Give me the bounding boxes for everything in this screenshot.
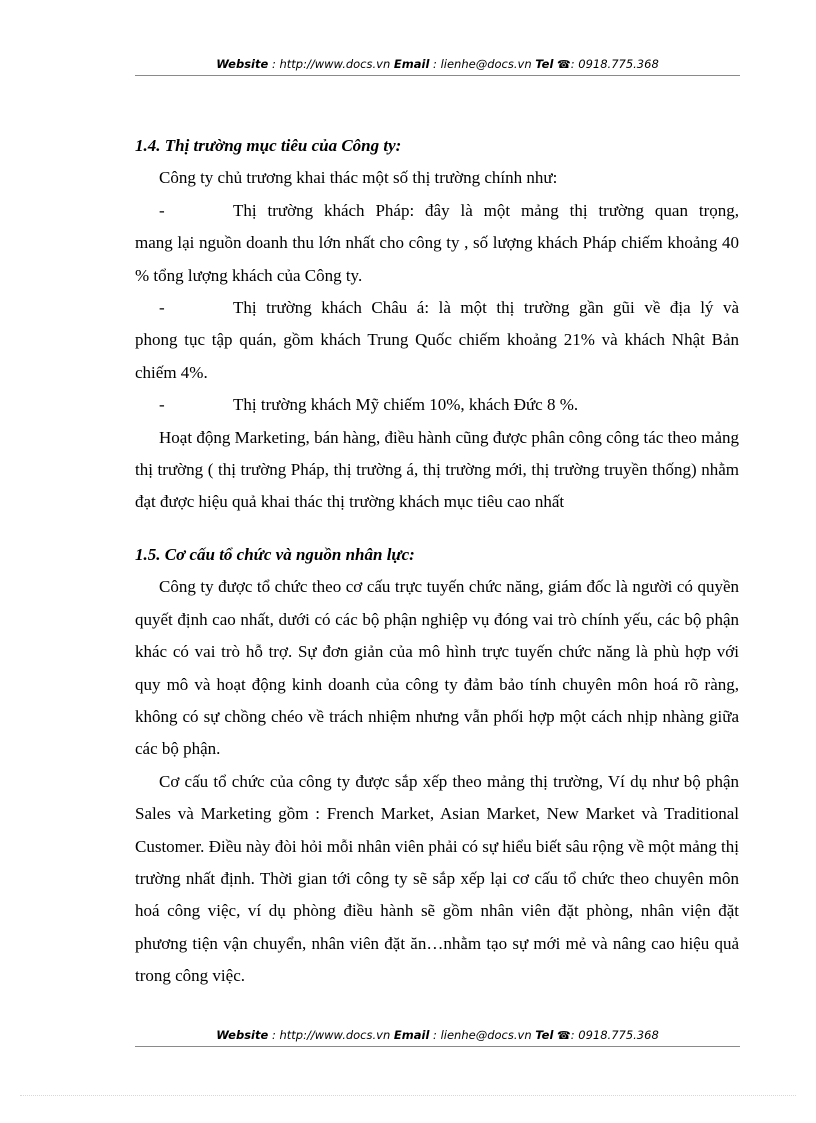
section-heading-1-4: 1.4. Thị trường mục tiêu của Công ty: bbox=[135, 136, 402, 155]
footer-email-label: Email bbox=[393, 1028, 430, 1042]
footer-email-link[interactable]: lienhe@docs.vn bbox=[440, 1028, 532, 1042]
footer-website-link[interactable]: http://www.docs.vn bbox=[279, 1028, 391, 1042]
section-heading-1-5: 1.5. Cơ cấu tổ chức và nguồn nhân lực: bbox=[135, 544, 415, 564]
page-edge-divider bbox=[20, 1095, 796, 1096]
list-item: - Thị trường khách Pháp: đây là một mảng thị trường quan trọng, bbox=[135, 195, 739, 227]
list-dash: - bbox=[159, 298, 165, 318]
list-item-continuation: phong tục tập quán, gồm khách Trung Quốc chiếm khoảng 21% và khách Nhật Bản chiếm 4%. bbox=[135, 330, 739, 382]
footer-tel-value: 0918.775.368 bbox=[578, 1028, 659, 1042]
header-website-label: Website bbox=[216, 57, 269, 71]
list-dash: - bbox=[159, 395, 165, 415]
list-item-continuation: mang lại nguồn doanh thu lớn nhất cho công ty , số lượng khách Pháp chiếm khoảng 40 % tổng lượng khách của Công ty. bbox=[135, 233, 739, 285]
header-email-label: Email bbox=[393, 57, 430, 71]
phone-icon: ☎ bbox=[557, 1029, 571, 1042]
list-item: - Thị trường khách Châu á: là một thị trường gần gũi về địa lý và bbox=[135, 292, 739, 324]
phone-icon: ☎ bbox=[557, 58, 571, 71]
header-tel-label: Tel bbox=[535, 57, 554, 71]
footer-tel-label: Tel bbox=[535, 1028, 554, 1042]
market-list bbox=[135, 195, 739, 422]
footer-rule bbox=[135, 1046, 740, 1047]
page-header: Website : http://www.docs.vn Email : lienhe@docs.vn Tel ☎: 0918.775.368 bbox=[216, 57, 659, 71]
list-item: - Thị trường khách Mỹ chiếm 10%, khách Đức 8 %. bbox=[135, 389, 739, 421]
document-body bbox=[135, 130, 739, 993]
list-dash: - bbox=[159, 200, 165, 220]
header-rule bbox=[135, 75, 740, 76]
header-email-link[interactable]: lienhe@docs.vn bbox=[440, 57, 532, 71]
section-1-4-closing: Hoạt động Marketing, bán hàng, điều hành cũng được phân công công tác theo mảng thị trường ( thị trường Pháp, thị trường á, thị trường mới, thị trường truyền thống) nhằm đạt được hiệu quả khai thác thị trường khách mục tiêu cao nhất bbox=[135, 427, 739, 512]
page-footer: Website : http://www.docs.vn Email : lienhe@docs.vn Tel ☎: 0918.775.368 bbox=[216, 1028, 659, 1042]
header-website-link[interactable]: http://www.docs.vn bbox=[279, 57, 391, 71]
section-1-4-intro: Công ty chủ trương khai thác một số thị trường chính như: bbox=[159, 168, 558, 188]
header-tel-value: 0918.775.368 bbox=[578, 57, 659, 71]
section-1-5-paragraph-2: Cơ cấu tổ chức của công ty được sắp xếp theo mảng thị trường, Ví dụ như bộ phận Sales và Marketing gồm : French Market, Asian Market, New Market và Traditional Customer. Điều này đòi hỏi mỗi nhân viên phải có sự hiểu biết sâu rộng về một mảng thị trường nhất định. Thời gian tới công ty sẽ sắp xếp lại cơ cấu tổ chức theo chuyên môn hoá công việc, ví dụ phòng điều hành sẽ gồm nhân viên đặt phòng, nhân viện đặt phương tiện vận chuyển, nhân viên đặt ăn…nhằm tạo sự mới mẻ và nâng cao hiệu quả trong công việc. bbox=[135, 771, 739, 986]
section-1-5-paragraph-1: Công ty được tổ chức theo cơ cấu trực tuyến chức năng, giám đốc là người có quyền quyết định cao nhất, dưới có các bộ phận nghiệp vụ đóng vai trò chính yếu, các bộ phận khác có vai trò hỗ trợ. Sự đơn giản của mô hình trực tuyến chức năng là phù hợp với quy mô và hoạt động kinh doanh của công ty đảm bảo tính chuyên môn hoá rõ ràng, không có sự chồng chéo về trách nhiệm nhưng vẫn phối hợp một cách nhịp nhàng giữa các bộ phận. bbox=[135, 577, 739, 759]
footer-website-label: Website bbox=[216, 1028, 269, 1042]
